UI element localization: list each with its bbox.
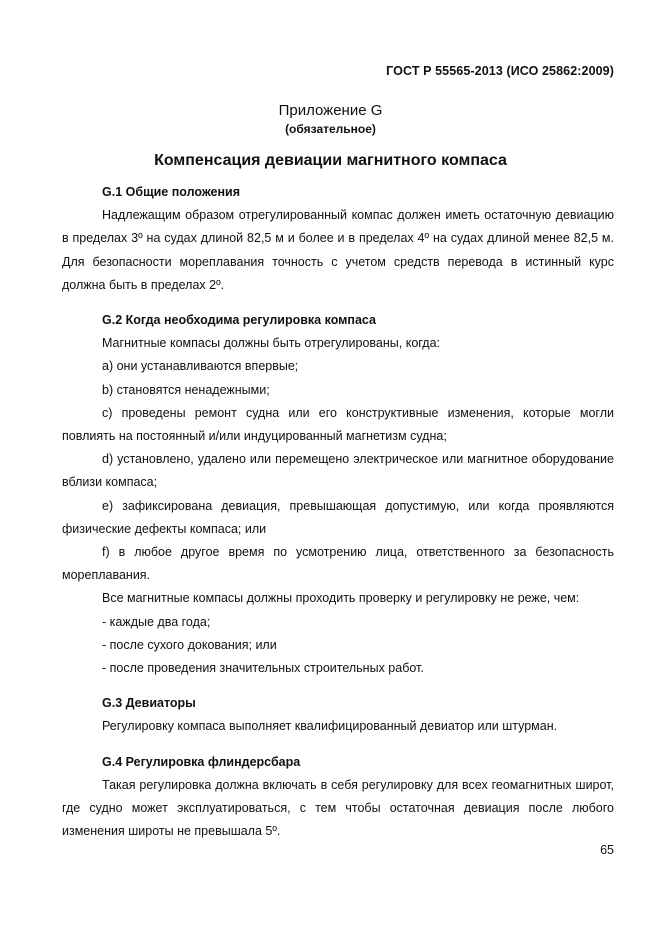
check-item-3: - после проведения значительных строительных работ. xyxy=(102,661,424,676)
paragraph-g2-intro: Магнитные компасы должны быть отрегулированы, когда: xyxy=(102,336,440,351)
section-heading-g3: G.3 Девиаторы xyxy=(102,696,196,711)
list-item-a: a) они устанавливаются впервые; xyxy=(102,359,299,374)
paragraph-g4: Такая регулировка должна включать в себя регулировку для всех геомагнитных широт, где судно может эксплуатироваться, с тем чтобы остаточная девиация после любого изменения широты не превышала 5º. xyxy=(62,777,614,839)
list-item-c: c) проведены ремонт судна или его конструктивные изменения, которые могли повлиять на постоянный и/или индуцированный магнетизм судна; xyxy=(62,405,614,444)
appendix-title: Приложение G xyxy=(278,102,383,119)
section-gap xyxy=(62,739,614,751)
paragraph-g1: Надлежащим образом отрегулированный компас должен иметь остаточную девиацию в пределах 3º на судах длиной 82,5 м и более и в пределах 4º на судах длиной менее 82,5 м. Для безопасности мореплавания точность с учетом средств перевода в истинный курс должна быть в пределах 2º. xyxy=(62,208,614,292)
list-item-d: d) установлено, удалено или перемещено электрическое или магнитное оборудование вблизи компаса; xyxy=(62,452,614,490)
check-item-1: - каждые два года; xyxy=(102,614,211,629)
paragraph-g3: Регулировку компаса выполняет квалифицированный девиатор или штурман. xyxy=(102,719,558,734)
document-id-header: ГОСТ Р 55565-2013 (ИСО 25862:2009) xyxy=(386,64,614,78)
list-item-b: b) становятся ненадежными; xyxy=(102,382,270,397)
section-gap xyxy=(62,680,614,692)
page-number: 65 xyxy=(600,843,614,857)
section-heading-g4: G.4 Регулировка флиндерсбара xyxy=(102,754,301,769)
list-item-e: e) зафиксирована девиация, превышающая допустимую, или когда проявляются физические дефекты компаса; или xyxy=(62,498,614,536)
list-item-f: f) в любое другое время по усмотрению лица, ответственного за безопасность мореплавания. xyxy=(62,545,614,583)
paragraph-check-intro: Все магнитные компасы должны проходить проверку и регулировку не реже, чем: xyxy=(102,591,580,606)
section-heading-g1: G.1 Общие положения xyxy=(102,185,241,199)
appendix-subtitle: (обязательное) xyxy=(285,122,376,136)
section-heading-g2: G.2 Когда необходима регулировка компаса xyxy=(102,313,376,328)
main-title: Компенсация девиации магнитного компаса xyxy=(154,152,507,169)
section-gap xyxy=(62,297,614,309)
document-body xyxy=(62,181,614,843)
check-item-2: - после сухого докования; или xyxy=(102,637,277,652)
